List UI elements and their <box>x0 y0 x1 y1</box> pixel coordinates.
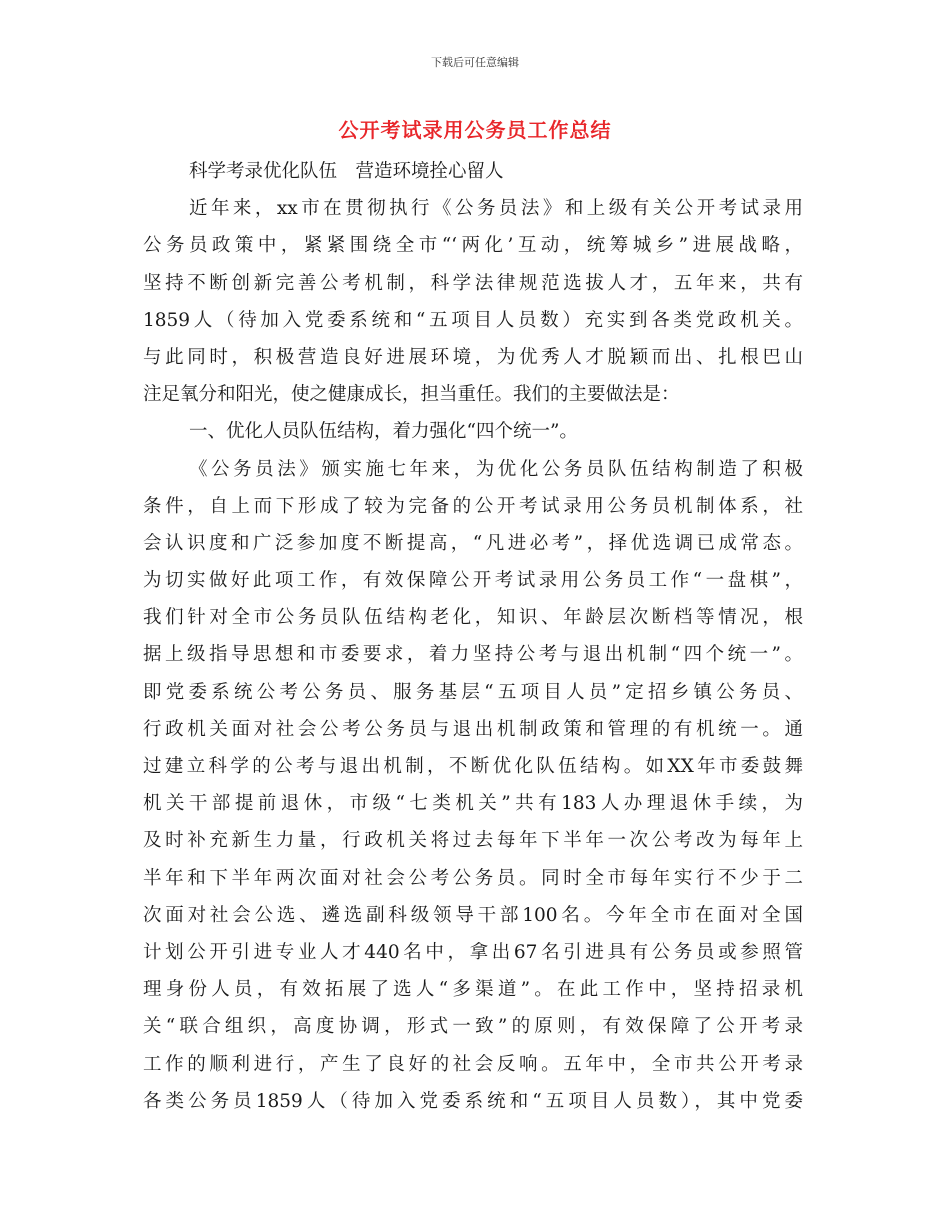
paragraph-line: 坚持不断创新完善公考机制，科学法律规范选拔人才，五年来，共有 <box>143 272 803 294</box>
paragraph-line: 次面对社会公选、遴选副科级领导干部100名。今年全市在面对全国 <box>143 904 803 926</box>
paragraph-line: 计划公开引进专业人才440名中，拿出67名引进具有公务员或参照管 <box>143 941 803 963</box>
paragraph-line: 我们针对全市公务员队伍结构老化，知识、年龄层次断档等情况，根 <box>143 607 803 629</box>
paragraph-line: 注足氧分和阳光，使之健康成长，担当重任。我们的主要做法是： <box>143 384 680 406</box>
paragraph-line: 半年和下半年两次面对社会公考公务员。同时全市每年实行不少于二 <box>143 867 803 889</box>
section-heading-line: 一、优化人员队伍结构，着力强化“四个统一”。 <box>189 421 578 443</box>
paragraph-line: 近年来，xx市在贯彻执行《公务员法》和上级有关公开考试录用 <box>189 198 803 220</box>
paragraph-line: 即党委系统公考公务员、服务基层“五项目人员”定招乡镇公务员、 <box>143 681 803 703</box>
paragraph-line: 与此同时，积极营造良好进展环境，为优秀人才脱颖而出、扎根巴山 <box>143 346 803 368</box>
subtitle-line: 科学考录优化队伍 营造环境拴心留人 <box>189 161 504 182</box>
document-title: 公开考试录用公务员工作总结 <box>338 118 612 142</box>
paragraph-line: 公务员政策中，紧紧围绕全市“‘两化’互动，统筹城乡”进展战略， <box>143 235 803 257</box>
paragraph-line: 为切实做好此项工作，有效保障公开考试录用公务员工作“一盘棋”， <box>143 570 803 592</box>
paragraph-line: 各类公务员1859人（待加入党委系统和“五项目人员数），其中党委 <box>143 1090 803 1112</box>
paragraph-line: 条件，自上而下形成了较为完备的公开考试录用公务员机制体系，社 <box>143 495 803 517</box>
paragraph-line: 《公务员法》颁实施七年来，为优化公务员队伍结构制造了积极 <box>189 458 803 480</box>
paragraph-line: 及时补充新生力量，行政机关将过去每年下半年一次公考改为每年上 <box>143 830 803 852</box>
document-body <box>143 157 803 1124</box>
paragraph-line: 会认识度和广泛参加度不断提高，“凡进必考”，择优选调已成常态。 <box>143 532 803 554</box>
paragraph-line: 据上级指导思想和市委要求，着力坚持公考与退出机制“四个统一”。 <box>143 644 803 666</box>
paragraph-line: 1859人（待加入党委系统和“五项目人员数）充实到各类党政机关。 <box>143 309 803 331</box>
paragraph-line: 行政机关面对社会公考公务员与退出机制政策和管理的有机统一。通 <box>143 718 803 740</box>
paragraph-line: 理身份人员，有效拓展了选人“多渠道”。在此工作中，坚持招录机 <box>143 979 803 1001</box>
paragraph-line: 工作的顺利进行，产生了良好的社会反响。五年中，全市共公开考录 <box>143 1053 803 1075</box>
paragraph-line: 机关干部提前退休，市级“七类机关”共有183人办理退休手续，为 <box>143 793 803 815</box>
page-header-note: 下载后可任意编辑 <box>431 56 519 69</box>
paragraph-line: 过建立科学的公考与退出机制，不断优化队伍结构。如XX年市委鼓舞 <box>143 756 803 777</box>
paragraph-line: 关“联合组织，高度协调，形式一致”的原则，有效保障了公开考录 <box>143 1016 803 1038</box>
